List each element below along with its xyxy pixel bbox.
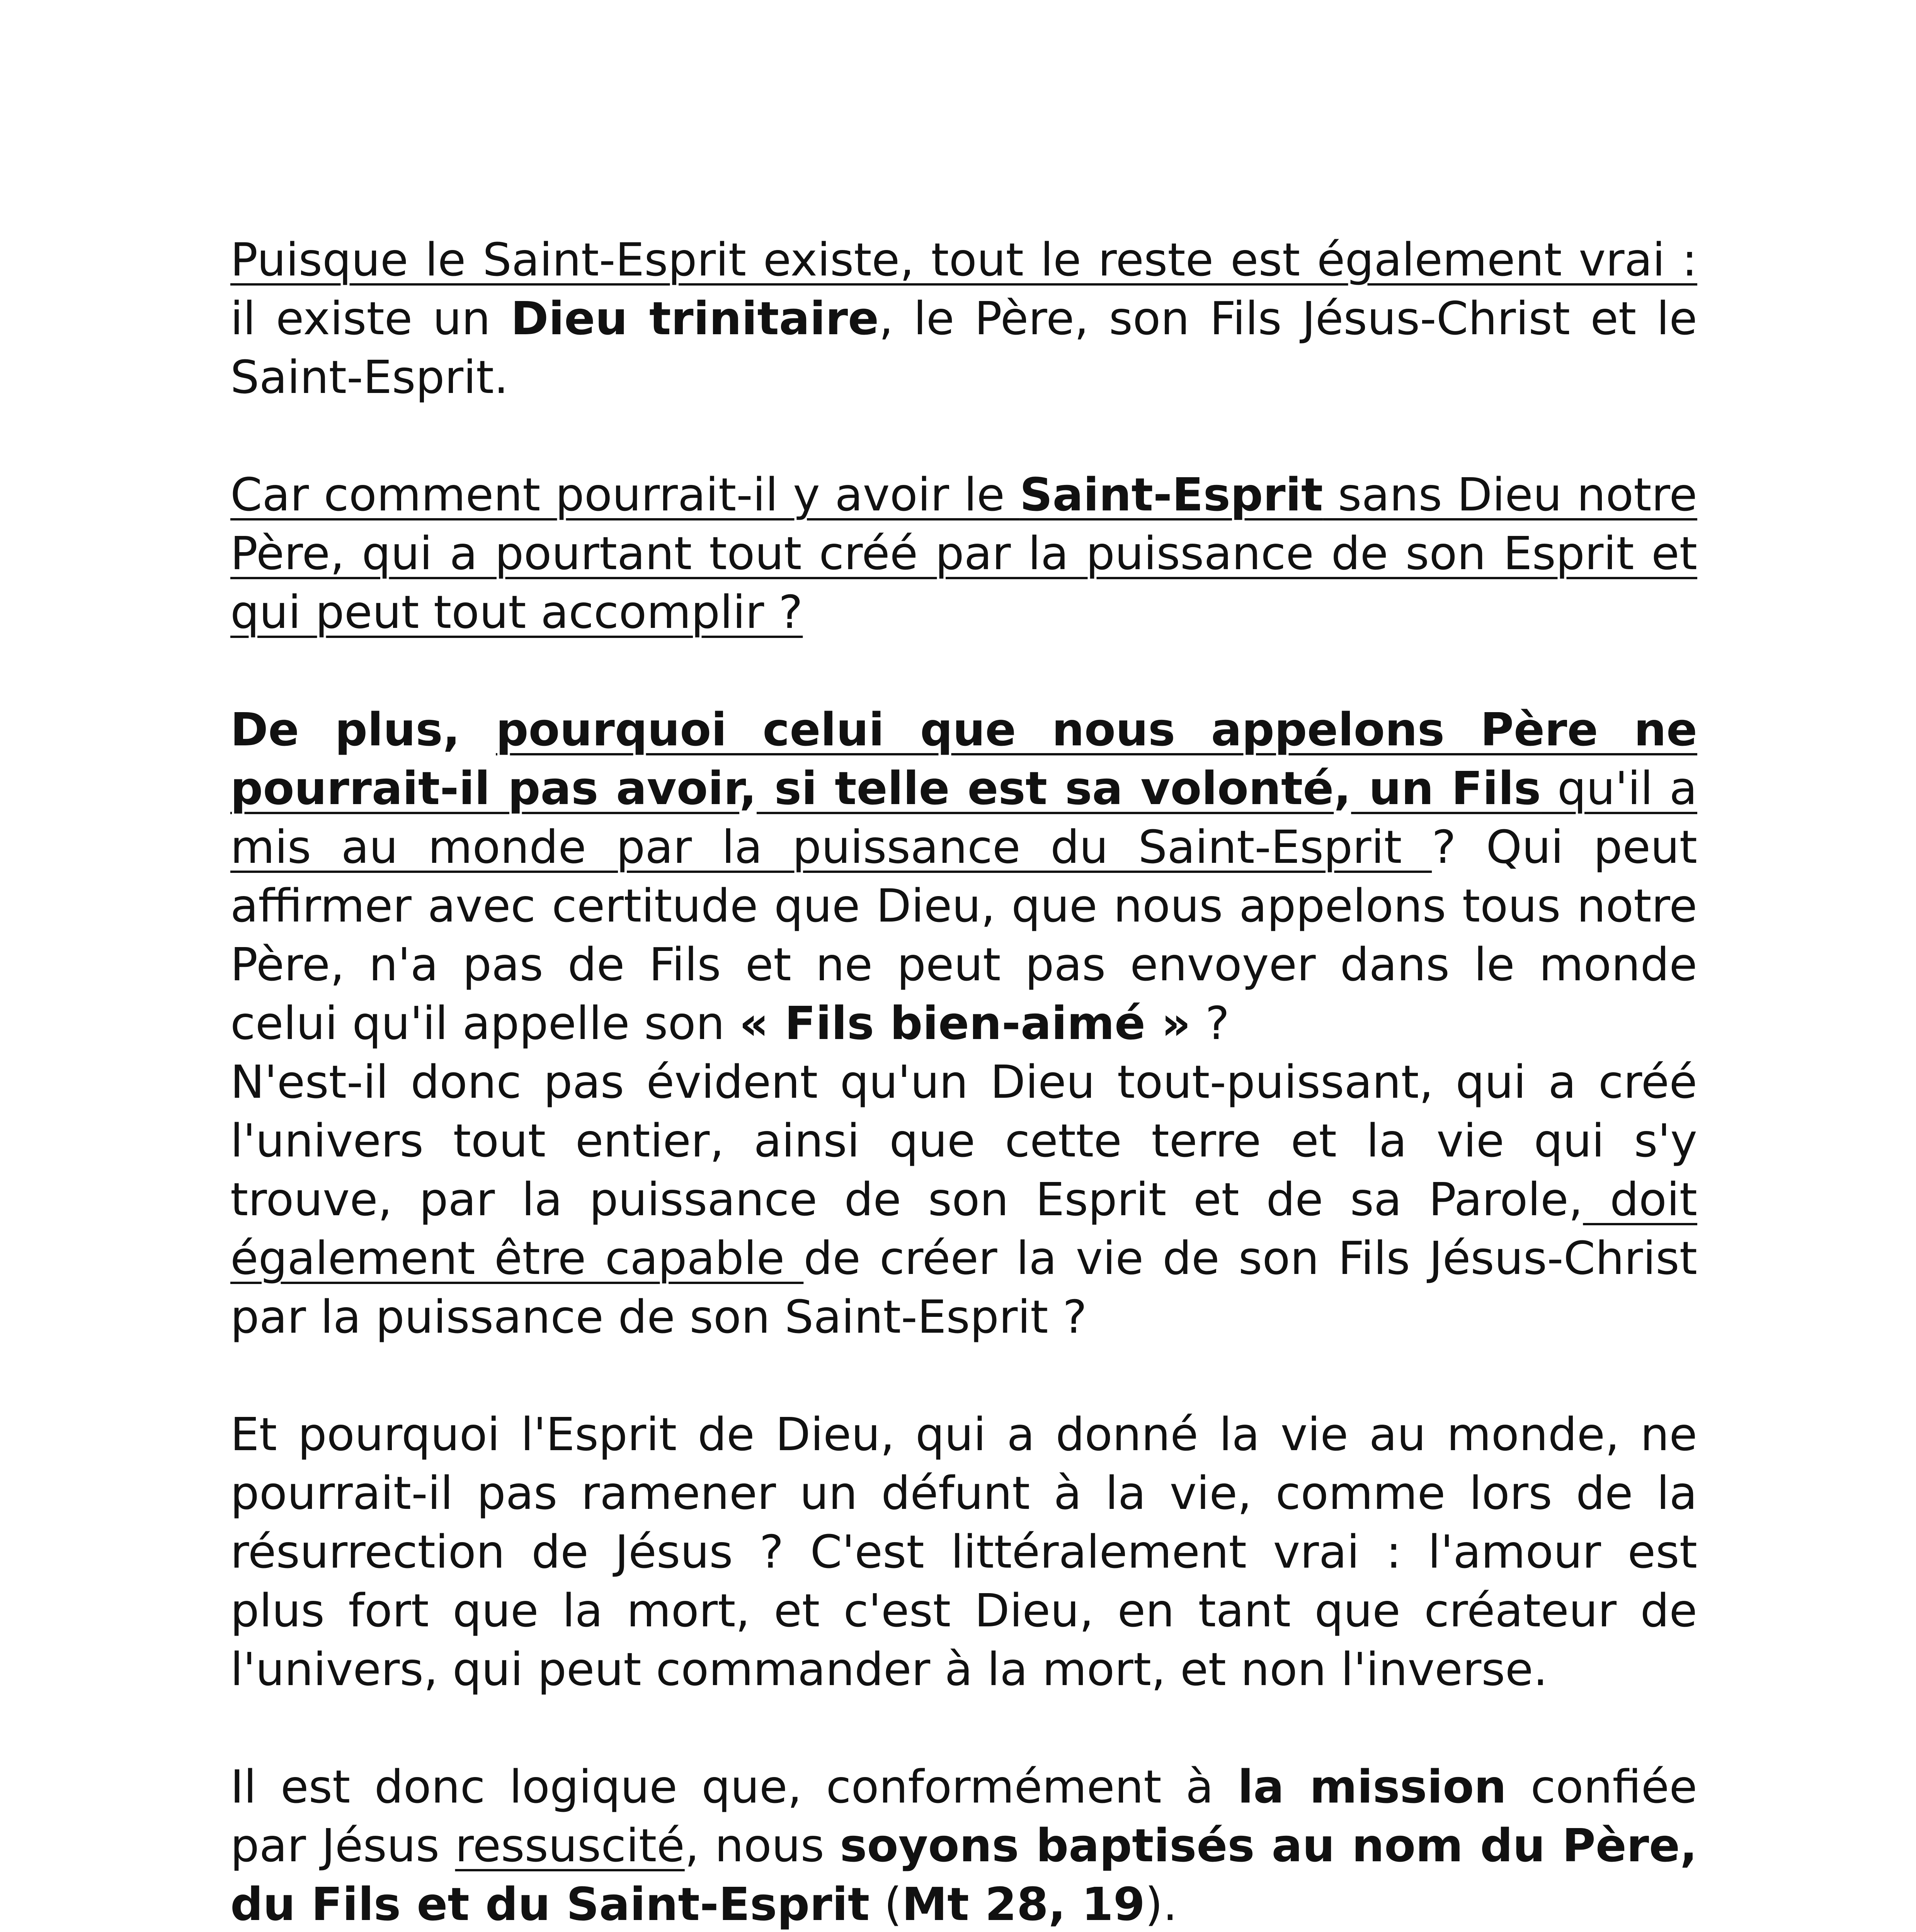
bold-underlined-text [1020,468,1323,521]
bold-text: , [1334,762,1351,815]
bold-text: soyons baptisés au nom du Père, du Fils et du Saint-Esprit [230,1819,1697,1931]
paragraph-1 [230,230,1697,406]
text-run: de créer la vie de son Fils Jésus-Christ par la puissance de son Saint-Esprit ? [230,1231,1697,1344]
text-run: ? [1191,997,1230,1050]
text-run: ). [1145,1878,1178,1931]
bold-text: Dieu trinitaire [510,292,879,345]
paragraph-2 [230,465,1697,641]
bold-text: De plus, [230,703,496,756]
underlined-text: qu'il a mis au monde par la puissance du Saint-Esprit [230,762,1697,874]
bold-underlined-text [757,762,1334,815]
bold-text: la mission [1237,1760,1507,1813]
bold-text: , [739,762,757,815]
text-run: Et pourquoi l'Esprit de Dieu, qui a donné la vie au monde, ne pourrait-il pas ramener un défunt à la vie, comme lors de la résurrection de Jésus ? C'est littéralement vrai : l'amour est plus fort que la mort, et c'est Dieu, en tant que créateur de l'univers, qui peut commander à la mort, et non l'inverse. [230,1408,1697,1696]
bold-text: Mt 28, 19 [902,1878,1145,1931]
text-run: ? Qui peut affirmer avec certitude que Dieu, que nous appelons tous notre Père, n'a pas de Fils et ne peut pas envoyer dans le monde celui qu'il appelle son [230,820,1697,1050]
bold-text: un Fils [1351,762,1541,815]
paragraph-4 [230,1053,1697,1346]
underlined-text: doit également être capable [230,1173,1697,1285]
text-run: il existe un [230,292,511,345]
paragraph-5 [230,1405,1697,1699]
underlined-text: ressuscité [455,1819,685,1872]
bold-underlined-text [1351,762,1541,815]
paragraph-6 [230,1757,1697,1932]
body-text [230,230,1697,1932]
bold-text: Saint-Esprit [1019,468,1323,521]
text-run: , nous [684,1819,840,1872]
paragraph-3 [230,700,1697,1053]
text-run: Il est donc logique que, conformément à [230,1760,1238,1813]
underlined-text: Puisque le Saint-Esprit existe, tout le reste est également vrai : [230,233,1697,286]
underlined-text: Car comment pourrait-il y avoir le [230,468,1020,521]
text-run: ( [870,1878,902,1931]
bold-text: pourquoi celui que nous appelons Père ne pourrait-il pas avoir [230,703,1697,815]
text-run: confiée par Jésus [230,1760,1698,1872]
text-run: N'est-il donc pas évident qu'un Dieu tout-puissant, qui a créé l'univers tout entier, ainsi que cette terre et la vie qui s'y trouve, par la puissance de son Esprit et de sa Parole, [230,1055,1697,1226]
underlined-text: sans Dieu notre Père, qui a pourtant tout créé par la puissance de son Esprit et qui peut tout accomplir ? [230,468,1697,639]
text-run: , le Père, son Fils Jésus-Christ et le Saint-Esprit. [230,292,1697,404]
bold-text: « Fils bien-aimé » [739,997,1191,1050]
bold-text: si telle est sa volonté [756,762,1334,815]
